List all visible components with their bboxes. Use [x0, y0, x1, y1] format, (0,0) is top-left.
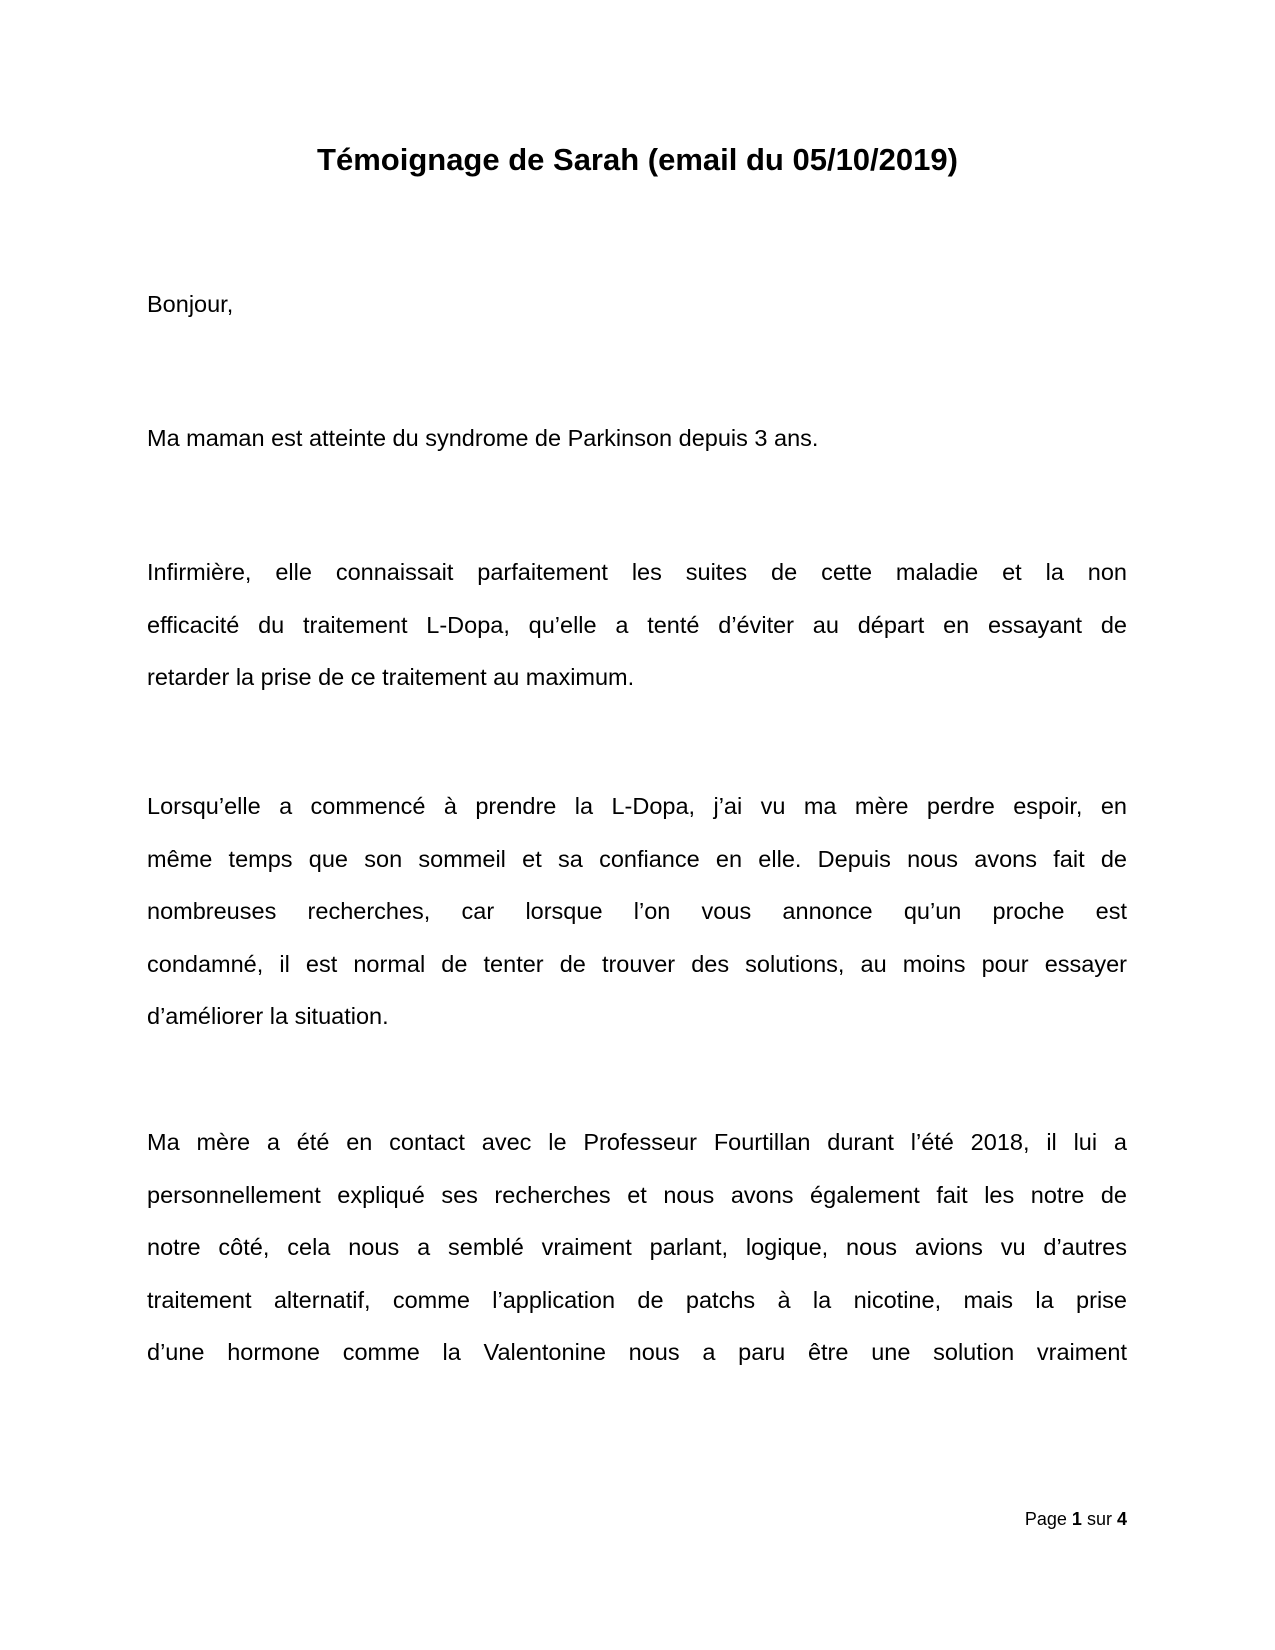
greeting-line: Bonjour,	[147, 291, 234, 317]
document-title: Témoignage de Sarah (email du 05/10/2019)	[317, 142, 958, 177]
paragraph-line: traitement alternatif, comme l’application de patchs à la nicotine, mais la prise	[147, 1286, 1127, 1313]
greeting	[147, 278, 1127, 331]
paragraph-line: d’une hormone comme la Valentonine nous a paru être une solution vraiment	[147, 1339, 1127, 1365]
total-pages: 4	[1116, 1509, 1127, 1529]
paragraph-line: Ma maman est atteinte du syndrome de Parkinson depuis 3 ans.	[147, 425, 819, 451]
page-number: 1	[1071, 1509, 1082, 1529]
paragraph-line: personnellement expliqué ses recherches et nous avons également fait les notre de	[147, 1181, 1127, 1208]
paragraph-line: condamné, il est normal de tenter de trouver des solutions, au moins pour essayer	[147, 950, 1127, 977]
paragraph-1	[147, 412, 1127, 465]
paragraph-line: notre côté, cela nous a semblé vraiment parlant, logique, nous avions vu d’autres	[147, 1234, 1127, 1260]
paragraph-line: d’améliorer la situation.	[147, 1003, 389, 1029]
paragraph-line: nombreuses recherches, car lorsque l’on vous annonce qu’un proche est	[147, 898, 1127, 924]
paragraph-line: Infirmière, elle connaissait parfaitement les suites de cette maladie et la non	[147, 559, 1127, 585]
paragraph-4	[147, 1116, 1127, 1379]
page-label: Page	[1024, 1509, 1067, 1529]
paragraph-line: retarder la prise de ce traitement au maximum.	[147, 664, 635, 690]
paragraph-line: Ma mère a été en contact avec le Professeur Fourtillan durant l’été 2018, il lui a	[147, 1129, 1127, 1155]
paragraph-line: même temps que son sommeil et sa confiance en elle. Depuis nous avons fait de	[147, 845, 1127, 872]
paragraph-2	[147, 546, 1127, 704]
paragraph-3	[147, 780, 1127, 1043]
paragraph-line: efficacité du traitement L-Dopa, qu’elle a tenté d’éviter au départ en essayant de	[147, 611, 1127, 638]
paragraph-line: Lorsqu’elle a commencé à prendre la L-Dopa, j’ai vu ma mère perdre espoir, en	[147, 793, 1127, 819]
page-footer	[1025, 1507, 1127, 1531]
of-label: sur	[1086, 1509, 1112, 1529]
